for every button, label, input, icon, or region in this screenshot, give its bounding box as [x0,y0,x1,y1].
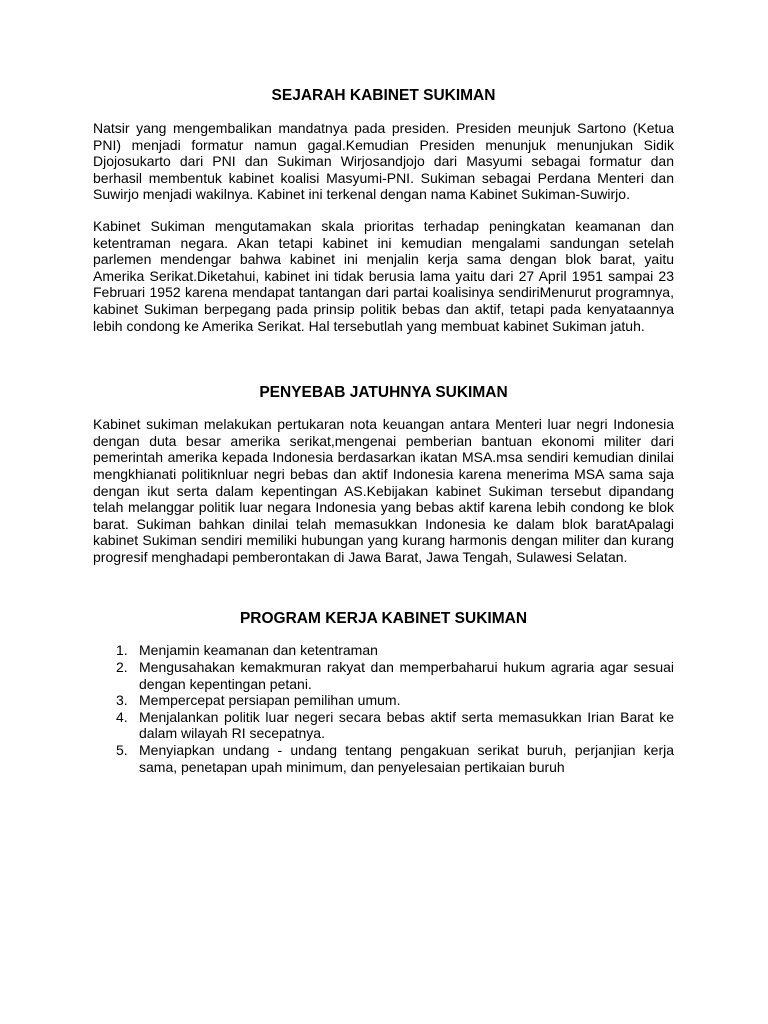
program-list [93,642,674,775]
list-number: 2. [116,659,128,676]
list-item [93,642,674,659]
list-text: Mengusahakan kemakmuran rakyat dan memperbaharui hukum agraria agar sesuai dengan kepentingan petani. [139,659,674,692]
section-title-penyebab: PENYEBAB JATUHNYA SUKIMAN [259,384,508,402]
list-number: 3. [116,692,128,709]
list-number: 4. [116,708,128,725]
list-item [93,692,674,709]
list-number: 1. [116,642,128,659]
list-item [93,709,674,742]
list-text: Menjalankan politik luar negeri secara bebas aktif serta memasukkan Irian Barat ke dalam wilayah RI secepatnya. [139,708,674,742]
list-text: Mempercepat persiapan pemilihan umum. [139,692,401,709]
list-text: Menyiapkan undang - undang tentang pengakuan serikat buruh, perjanjian kerja sama, penetapan upah minimum, dan penyelesaian pertikaian buruh [139,742,674,775]
list-item [93,742,674,775]
paragraph-penyebab-1: Kabinet sukiman melakukan pertukaran nota keuangan antara Menteri luar negri Indonesia dengan duta besar amerika serikat,mengenai pemberian bantuan ekonomi militer dari pemerintah amerika kepada Indonesia berdasarkan ikatan MSA.msa sendiri kemudian dinilai mengkhianati politiknluar negri bebas dan aktif Indonesia karena menerima MSA sama saja dengan ikut serta dalam kepentingan AS.Kebijakan kabinet Sukiman tersebut dipandang telah melanggar politik luar negara Indonesia yang bebas aktif karena lebih condong ke blok barat. Sukiman bahkan dinilai telah memasukkan Indonesia ke dalam blok baratApalagi kabinet Sukiman sendiri memiliki hubungan yang kurang harmonis dengan militer dan kurang progresif menghadapi pemberontakan di Jawa Barat, Jawa Tengah, Sulawesi Selatan. [93,416,674,565]
section-title-sejarah: SEJARAH KABINET SUKIMAN [271,87,496,104]
list-text: Menjamin keamanan dan ketentraman [139,642,378,659]
list-item [93,659,674,692]
list-number: 5. [116,742,128,759]
section-title-program: PROGRAM KERJA KABINET SUKIMAN [239,610,528,628]
paragraph-sejarah-1: Natsir yang mengembalikan mandatnya pada presiden. Presiden meunjuk Sartono (Ketua PNI) menjadi formatur namun gagal.Kemudian Presiden menunjuk menunjukan Sidik Djojosukarto dari PNI dan Sukiman Wirjosandjojo dari Masyumi sebagai formatur dan berhasil membentuk kabinet koalisi Masyumi-PNI. Sukiman sebagai Perdana Menteri dan Suwirjo menjadi wakilnya. Kabinet ini terkenal dengan nama Kabinet Sukiman-Suwirjo. [93,120,674,203]
document-page [93,86,674,775]
paragraph-sejarah-2: Kabinet Sukiman mengutamakan skala prioritas terhadap peningkatan keamanan dan ketentraman negara. Akan tetapi kabinet ini kemudian mengalami sandungan setelah parlemen mendengar bahwa kabinet ini menjalin kerja sama dengan blok barat, yaitu Amerika Serikat.Diketahui, kabinet ini tidak berusia lama yaitu dari 27 April 1951 sampai 23 Februari 1952 karena mendapat tantangan dari partai koalisinya sendiriMenurut programnya, kabinet Sukiman berpegang pada prinsip politik bebas dan aktif, tetapi pada kenyataannya lebih condong ke Amerika Serikat. Hal tersebutlah yang membuat kabinet Sukiman jatuh. [93,217,674,334]
